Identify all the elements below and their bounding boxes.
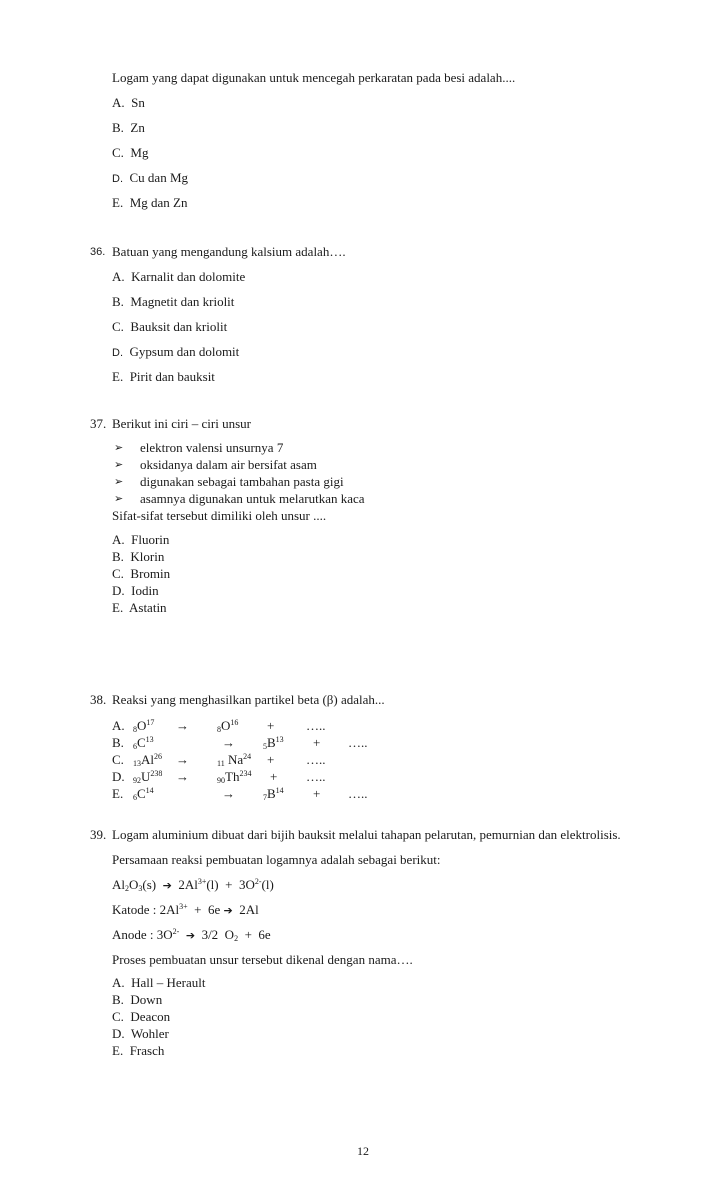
q39-stem: Logam aluminium dibuat dari bijih bauksit melalui tahapan pelarutan, pemurnian dan elektrolisis. (112, 827, 621, 842)
arrowhead-bullet-icon: ➢ (114, 492, 124, 505)
q39-option-e: E. Frasch (112, 1043, 165, 1058)
q39-number: 39. (90, 827, 107, 842)
q38-option-a: A. $_8O^{17}$ → $_8O^{16}$ + ….. (112, 718, 326, 734)
q37-bullet-4: asamnya digunakan untuk melarutkan kaca (140, 491, 365, 506)
q39-option-d: D. Wohler (112, 1026, 169, 1041)
q35-option-c: C. Mg (112, 145, 149, 160)
q39-equation-cathode: Katode : $2Al^{3+} + 6e$ ➔ 2Al (112, 902, 259, 917)
q35-option-a: A. Sn (112, 95, 145, 110)
q36-option-c: C. Bauksit dan kriolit (112, 319, 228, 334)
q35-stem: Logam yang dapat digunakan untuk mencegah perkaratan pada besi adalah.... (112, 70, 516, 85)
q38-number: 38. (90, 692, 107, 707)
arrowhead-bullet-icon: ➢ (114, 475, 124, 488)
q37-bullet-3: digunakan sebagai tambahan pasta gigi (140, 474, 344, 489)
q35-option-e: E. Mg dan Zn (112, 195, 188, 210)
q39-equation-overall: $Al_2O_3(s)$ ➔ $2Al^{3+}(l) + 3O^{2-}(l)$ (112, 877, 274, 893)
q39-option-b: B. Down (112, 992, 163, 1007)
q38-option-e: E. $_6C^{14}$ → $_7B^{14}$ + ….. (112, 786, 368, 802)
q39-option-a: A. Hall – Herault (112, 975, 206, 990)
q39-question: Proses pembuatan unsur tersebut dikenal dengan nama…. (112, 952, 413, 967)
q38-option-c: C. $_{13}Al^{26}$ → $_{11}$ Na$^{24}$ + ….. (112, 752, 326, 768)
q36-option-a: A. Karnalit dan dolomite (112, 269, 246, 284)
page-number: 12 (357, 1144, 369, 1158)
q37-option-b: B. Klorin (112, 549, 165, 564)
q35-option-b: B. Zn (112, 120, 145, 135)
q37-bullet-1: elektron valensi unsurnya 7 (140, 440, 284, 455)
q35-option-d: D. Cu dan Mg (112, 170, 188, 185)
arrow-right-icon: ➔ (162, 880, 172, 892)
arrowhead-bullet-icon: ➢ (114, 441, 124, 454)
q36-option-d: D. Gypsum dan dolomit (112, 344, 240, 359)
q37-stem: Berikut ini ciri – ciri unsur (112, 416, 252, 431)
arrow-right-icon: ➔ (185, 930, 196, 942)
arrow-right-icon: ➔ (223, 905, 233, 917)
q37-option-e: E. Astatin (112, 600, 167, 615)
q37-option-c: C. Bromin (112, 566, 171, 581)
q39-intro: Persamaan reaksi pembuatan logamnya adalah sebagai berikut: (112, 852, 441, 867)
q37-number: 37. (90, 416, 107, 431)
q36-number: 36. (90, 246, 106, 258)
q38-option-b: B. $_6C^{13}$ → $_5B^{13}$ + ….. (112, 735, 368, 751)
q38-option-d: D. $_{92}U^{238}$ → $_{90}Th^{234}$ + ….. (112, 769, 326, 785)
q37-option-d: D. Iodin (112, 583, 159, 598)
q39-equation-anode: Anode : $3O^{2-}$ ➔ 3/2 $O_2 + 6e$ (112, 927, 271, 943)
q36-option-e: E. Pirit dan bauksit (112, 369, 215, 384)
arrowhead-bullet-icon: ➢ (114, 458, 124, 471)
q38-stem: Reaksi yang menghasilkan partikel beta (β) adalah... (112, 692, 385, 707)
q37-bullet-2: oksidanya dalam air bersifat asam (140, 457, 317, 472)
q37-option-a: A. Fluorin (112, 532, 170, 547)
q36-stem: Batuan yang mengandung kalsium adalah…. (112, 244, 346, 259)
q37-prompt: Sifat-sifat tersebut dimiliki oleh unsur .... (112, 508, 327, 523)
q36-option-b: B. Magnetit dan kriolit (112, 294, 235, 309)
q39-option-c: C. Deacon (112, 1009, 171, 1024)
